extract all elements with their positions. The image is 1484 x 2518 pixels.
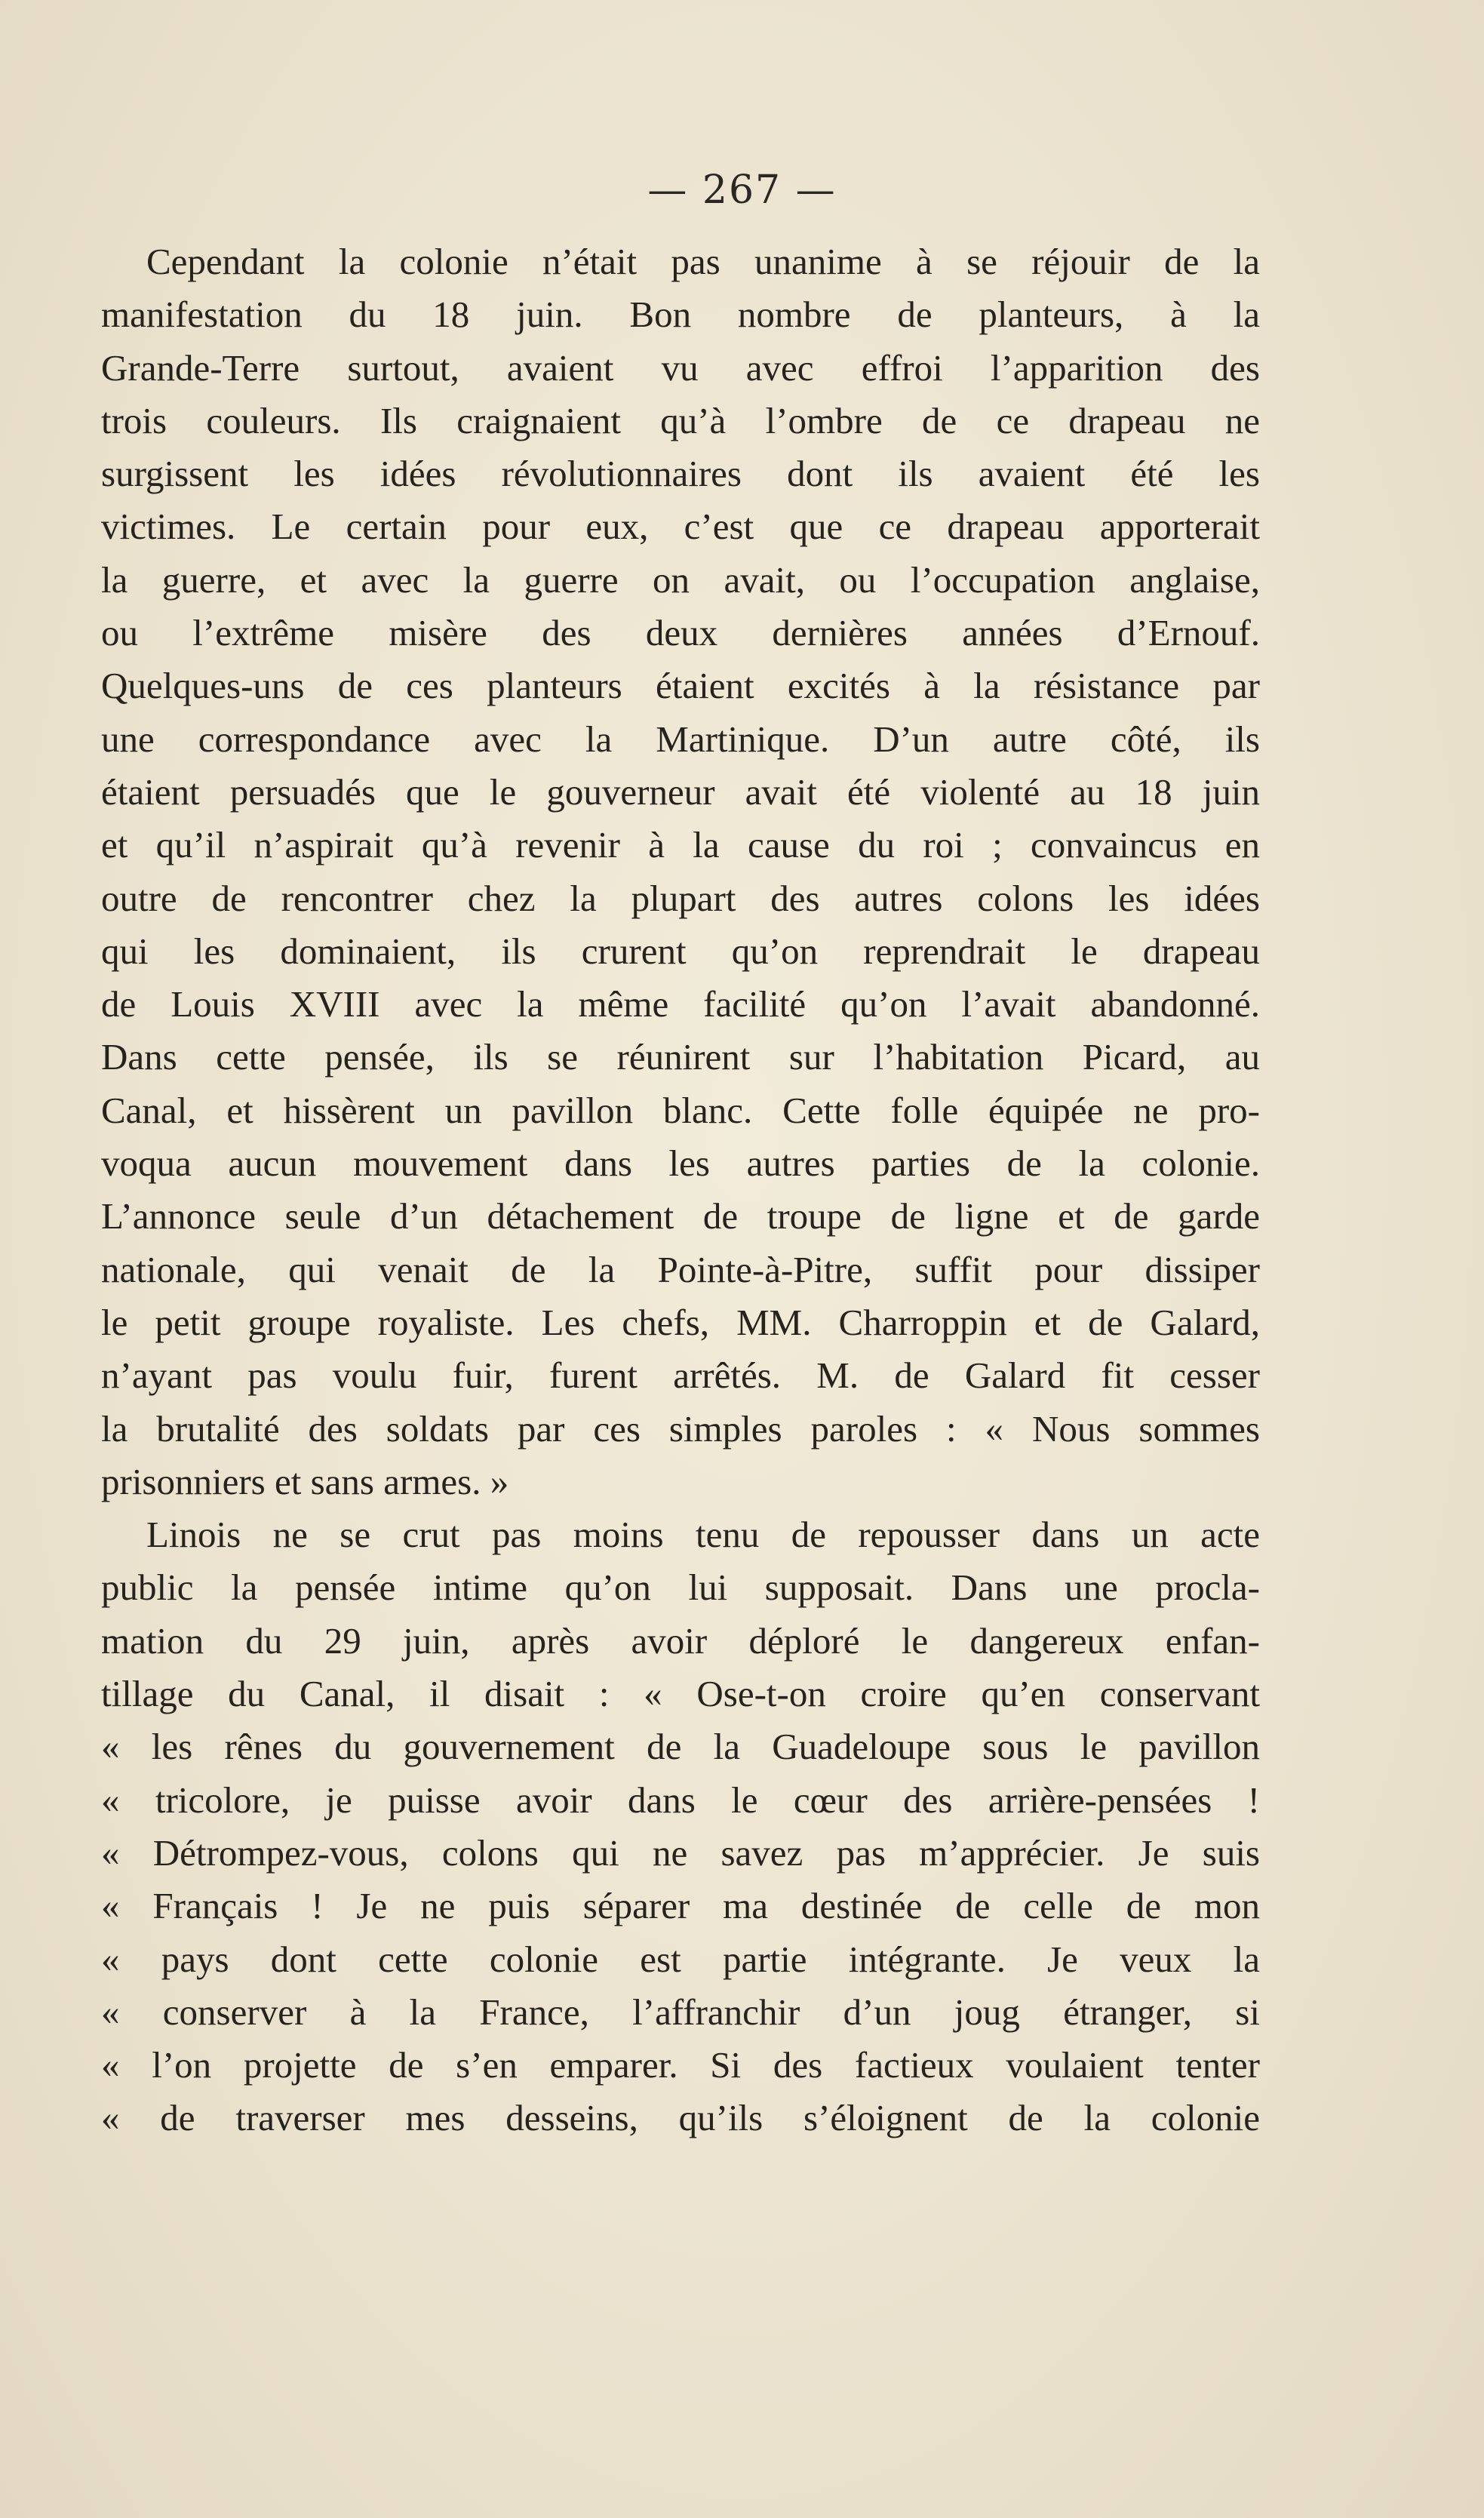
text-line: « conserver à la France, l’affranchir d’un joug étranger, si <box>101 1991 1260 2033</box>
text-line: n’ayant pas voulu fuir, furent arrêtés. M. de Galard fit cesser <box>101 1354 1260 1397</box>
body-text <box>101 235 1260 2145</box>
text-line: Quelques-uns de ces planteurs étaient excités à la résistance par <box>101 665 1260 707</box>
text-line: L’annonce seule d’un détachement de troupe de ligne et de garde <box>101 1195 1260 1237</box>
text-line: « tricolore, je puisse avoir dans le cœur des arrière-pensées ! <box>101 1779 1260 1821</box>
text-line: Cependant la colonie n’était pas unanime à se réjouir de la <box>146 241 1260 282</box>
text-line: la guerre, et avec la guerre on avait, ou l’occupation anglaise, <box>101 558 1260 601</box>
text-line: Canal, et hissèrent un pavillon blanc. Cette folle équipée ne pro- <box>101 1089 1260 1131</box>
text-line: « Détrompez-vous, colons qui ne savez pas m’apprécier. Je suis <box>101 1831 1260 1874</box>
text-line: Dans cette pensée, ils se réunirent sur l’habitation Picard, au <box>101 1036 1260 1078</box>
text-line: Grande-Terre surtout, avaient vu avec effroi l’apparition des <box>101 346 1260 389</box>
text-line: une correspondance avec la Martinique. D’un autre côté, ils <box>101 718 1260 760</box>
text-line: outre de rencontrer chez la plupart des autres colons les idées <box>101 877 1260 919</box>
text-line: manifestation du 18 juin. Bon nombre de planteurs, à la <box>101 294 1260 336</box>
page-number: — 267 — <box>647 168 837 213</box>
text-line: « pays dont cette colonie est partie intégrante. Je veux la <box>101 1938 1260 1980</box>
text-line: victimes. Le certain pour eux, c’est que ce drapeau apporterait <box>101 506 1260 548</box>
text-line: « l’on projette de s’en emparer. Si des factieux voulaient tenter <box>101 2044 1260 2086</box>
text-line: étaient persuadés que le gouverneur avait été violenté au 18 juin <box>101 770 1260 813</box>
text-line: public la pensée intime qu’on lui supposait. Dans une procla- <box>101 1566 1260 1609</box>
text-line: surgissent les idées révolutionnaires dont ils avaient été les <box>101 453 1260 495</box>
text-line: ou l’extrême misère des deux dernières années d’Ernouf. <box>101 612 1260 654</box>
text-line: « de traverser mes desseins, qu’ils s’éloignent de la colonie <box>101 2097 1260 2139</box>
text-line: « Français ! Je ne puis séparer ma destinée de celle de mon <box>101 1885 1260 1927</box>
text-line: trois couleurs. Ils craignaient qu’à l’ombre de ce drapeau ne <box>101 399 1260 441</box>
text-line: « les rênes du gouvernement de la Guadeloupe sous le pavillon <box>101 1726 1260 1768</box>
text-line: et qu’il n’aspirait qu’à revenir à la cause du roi ; convaincus en <box>101 824 1260 866</box>
text-line: de Louis XVIII avec la même facilité qu’on l’avait abandonné. <box>101 983 1260 1025</box>
text-line: tillage du Canal, il disait : « Ose-t-on croire qu’en conservant <box>101 1673 1260 1715</box>
text-line: la brutalité des soldats par ces simples paroles : « Nous sommes <box>101 1407 1260 1450</box>
text-line: Linois ne se crut pas moins tenu de repousser dans un acte <box>146 1514 1260 1556</box>
text-line: voqua aucun mouvement dans les autres parties de la colonie. <box>101 1142 1260 1185</box>
text-line: qui les dominaient, ils crurent qu’on reprendrait le drapeau <box>101 930 1260 972</box>
text-line: prisonniers et sans armes. » <box>101 1460 509 1502</box>
text-line: mation du 29 juin, après avoir déploré le dangereux enfan- <box>101 1619 1260 1662</box>
text-line: nationale, qui venait de la Pointe-à-Pitre, suffit pour dissiper <box>101 1248 1260 1290</box>
text-line: le petit groupe royaliste. Les chefs, MM. Charroppin et de Galard, <box>101 1301 1260 1343</box>
